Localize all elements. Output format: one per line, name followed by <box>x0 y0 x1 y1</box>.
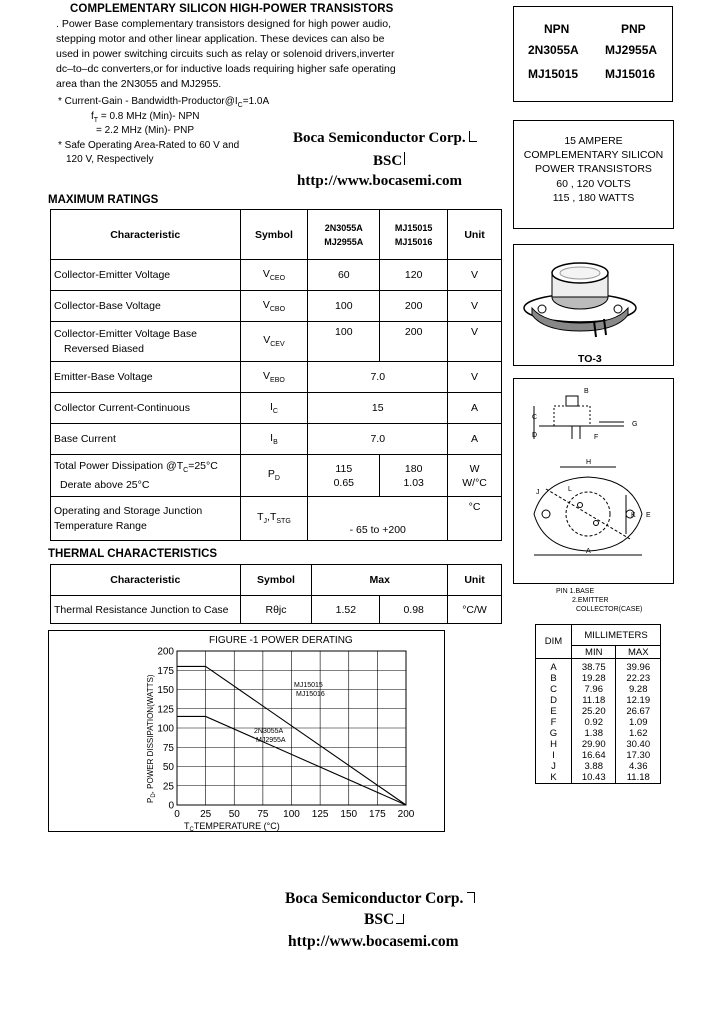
company-url-bottom[interactable]: http://www.bocasemi.com <box>288 933 459 950</box>
chart-svg <box>49 631 446 833</box>
intro-line: dc–to–dc converters,or for inductive loads requiring higher safe operating <box>56 63 396 75</box>
x-tick-label: 200 <box>397 809 415 820</box>
table-row <box>51 291 502 322</box>
to3-package-image <box>514 245 672 364</box>
row-characteristic <box>51 322 241 362</box>
symbol-main: V <box>262 267 270 280</box>
company-url[interactable]: http://www.bocasemi.com <box>297 173 462 189</box>
dim-max-cell: 4.36 <box>628 761 648 772</box>
intro-line: . Power Base complementary transistors designed for high power audio, <box>56 18 392 30</box>
desc-line: POWER TRANSISTORS <box>535 163 652 175</box>
row-characteristic: Collector-Emitter Voltage <box>51 260 241 291</box>
row-unit: V <box>448 291 502 322</box>
company-name-text: Boca Semiconductor Corp. <box>293 130 466 146</box>
x-tick-label: 25 <box>200 809 212 820</box>
row-symbol <box>240 291 308 322</box>
row-symbol <box>240 497 308 541</box>
symbol-sub: CEO <box>269 275 286 283</box>
symbol-main: P <box>267 468 275 481</box>
row-symbol <box>240 322 308 362</box>
y-axis-label <box>146 674 157 803</box>
row-symbol <box>240 455 308 497</box>
part-number-box <box>513 6 673 102</box>
cursor-glyph <box>404 152 405 165</box>
row-value-1: 100 <box>308 322 380 362</box>
pin-3: COLLECTOR(CASE) <box>576 606 643 613</box>
row-unit: V <box>448 260 502 291</box>
series-label: 2N3055A <box>254 728 284 735</box>
dim-max-cell: 26.67 <box>626 706 651 717</box>
bullet-soa-line2: 120 V, Respectively <box>66 154 154 165</box>
dim-max-cell: 12.19 <box>626 695 651 706</box>
dim-dim-cell: B <box>550 673 557 684</box>
dim-header: DIM <box>536 625 572 659</box>
value-b: 1.03 <box>403 476 424 489</box>
row-unit: A <box>448 424 502 455</box>
char-text: Total Power Dissipation @T <box>54 459 184 472</box>
dim-dim-cell: A <box>550 662 557 673</box>
label-H: H <box>586 459 592 466</box>
row-symbol <box>240 424 308 455</box>
pin-1: PIN 1.BASE <box>556 588 595 595</box>
label-L: L <box>568 486 572 493</box>
row-characteristic: Emitter-Base Voltage <box>51 362 241 393</box>
header-symbol: Symbol <box>240 210 308 260</box>
row-characteristic: Collector Current-Continuous <box>51 393 241 424</box>
dim-min-cell: 7.96 <box>584 684 603 695</box>
symbol-main: V <box>263 369 271 382</box>
ft-sub: T <box>93 117 99 124</box>
table-row <box>51 497 502 541</box>
x-label-pre: T <box>184 821 190 831</box>
symbol-sub: D <box>274 475 280 483</box>
x-tick-label: 175 <box>369 809 386 820</box>
char-line-1 <box>54 459 240 478</box>
header-characteristic: Characteristic <box>51 210 241 260</box>
bullet-gain-bandwidth <box>58 96 269 109</box>
bullet-text: * Current-Gain - Bandwidth-Productor@I <box>58 96 238 107</box>
row-characteristic: Base Current <box>51 424 241 455</box>
x-label-text: TEMPERATURE (°C) <box>193 821 280 831</box>
row-value-2: 200 <box>380 322 448 362</box>
y-tick-label: 150 <box>157 685 174 696</box>
symbol-main: V <box>263 334 271 347</box>
intro-line: stepping motor and other linear application. These devices can also be <box>56 33 385 45</box>
company-name-text: Boca Semiconductor Corp. <box>285 890 464 907</box>
series-label: MJ15015 <box>294 682 323 689</box>
row-symbol: Rθjc <box>240 596 312 624</box>
thermal-heading: THERMAL CHARACTERISTICS <box>48 548 218 560</box>
row-characteristic: Collector-Base Voltage <box>51 291 241 322</box>
row-value-1: 60 <box>308 260 380 291</box>
pin-2: 2.EMITTER <box>572 597 609 604</box>
symbol-mid: ,T <box>267 511 277 524</box>
dim-dim-cell: F <box>550 717 557 728</box>
char-line-2: Reversed Biased <box>64 342 144 355</box>
npn-part-2: MJ15015 <box>528 67 579 81</box>
dim-min-cell: 25.20 <box>581 706 606 717</box>
row-value-1: 1.52 <box>312 596 380 624</box>
label-D: D <box>532 432 538 439</box>
value-b: 0.65 <box>333 476 355 489</box>
row-value-1 <box>308 455 380 497</box>
x-axis-label <box>184 821 280 833</box>
dim-max-cell: 9.28 <box>628 684 648 695</box>
symbol-sub-2: STG <box>276 518 291 526</box>
y-label-text: , POWER DISSIPATION(WATTS) <box>146 674 155 794</box>
value-a: 115 <box>335 462 353 475</box>
intro-title: COMPLEMENTARY SILICON HIGH-POWER TRANSISTORS <box>70 3 394 15</box>
symbol-sub: CEV <box>270 341 285 349</box>
symbol-sub: C <box>272 408 278 416</box>
table-row <box>51 424 502 455</box>
thermal-header-symbol: Symbol <box>240 565 312 596</box>
dim-dim-cell: H <box>550 739 557 750</box>
box-glyph <box>467 892 475 903</box>
outline-drawing <box>514 379 672 582</box>
package-label: TO-3 <box>578 353 602 365</box>
symbol-main: T <box>257 511 264 524</box>
dim-mins <box>572 659 616 784</box>
col2-part-a: MJ15015 <box>394 222 433 233</box>
pnp-part-2: MJ15016 <box>605 67 656 81</box>
y-tick-label: 75 <box>162 742 174 754</box>
row-unit: °C <box>448 497 502 541</box>
company-short-text: BSC <box>364 911 395 928</box>
symbol-sub: B <box>273 439 278 447</box>
power-derating-chart <box>48 630 445 832</box>
label-B: B <box>584 388 589 395</box>
x-tick-label: 150 <box>340 809 358 820</box>
npn-label: NPN <box>544 22 570 36</box>
char-sub: C <box>183 467 189 475</box>
dim-min-cell: 11.18 <box>582 695 606 706</box>
company-name-bottom <box>285 890 475 908</box>
max-header: MAX <box>616 646 661 659</box>
row-unit: A <box>448 393 502 424</box>
y-tick-label: 50 <box>162 762 174 773</box>
dim-min-cell: 38.75 <box>581 662 606 673</box>
ft-symbol: f <box>91 111 94 122</box>
char-line-1: Collector-Emitter Voltage Base <box>54 327 197 340</box>
dim-max-cell: 30.40 <box>626 739 651 750</box>
row-value: - 65 to +200 <box>308 497 448 541</box>
row-symbol <box>240 362 308 393</box>
header-col1 <box>308 210 380 260</box>
series-label: MJ2955A <box>256 737 286 744</box>
row-value: 7.0 <box>308 424 448 455</box>
col1-part-a: 2N3055A <box>324 222 363 233</box>
dim-min-cell: 1.38 <box>584 728 603 739</box>
desc-line: 115 , 180 WATTS <box>552 192 635 204</box>
row-value: 15 <box>308 393 448 424</box>
pnp-part-1: MJ2955A <box>605 43 658 57</box>
desc-line: 15 AMPERE <box>564 135 623 147</box>
value-a: 180 <box>404 462 423 475</box>
intro-line: area than the 2N3055 and MJ2955. <box>56 78 222 90</box>
row-unit: V <box>448 322 502 362</box>
y-tick-label: 100 <box>157 723 174 735</box>
thermal-header-characteristic: Characteristic <box>51 565 241 596</box>
header-col2 <box>380 210 448 260</box>
symbol-main: I <box>269 400 273 413</box>
ft-npn-value: = 0.8 MHz (Min)- NPN <box>98 111 200 122</box>
dim-letters <box>536 659 572 784</box>
dimension-drawing-box <box>513 378 674 584</box>
header-unit: Unit <box>448 210 502 260</box>
dim-dim-cell: J <box>551 761 556 772</box>
x-tick-label: 75 <box>257 809 269 820</box>
label-J: J <box>536 489 540 496</box>
thermal-table <box>50 564 502 624</box>
symbol-sub: J <box>263 518 268 526</box>
mm-header: MILLIMETERS <box>572 625 661 646</box>
box-glyph <box>396 914 404 924</box>
description-box <box>513 120 674 229</box>
label-C: C <box>532 414 538 421</box>
label-E: E <box>646 512 651 519</box>
col1-part-b: MJ2955A <box>324 236 364 247</box>
dim-max-cell: 17.30 <box>626 750 651 761</box>
unit-a: W <box>469 462 480 475</box>
npn-part-1: 2N3055A <box>528 43 579 57</box>
dim-dim-cell: I <box>552 750 555 761</box>
char-line-2: Derate above 25°C <box>60 479 150 492</box>
package-box <box>513 244 674 366</box>
dim-min-cell: 3.88 <box>584 761 603 772</box>
y-label-sub: D <box>151 793 157 798</box>
bullet-text-end: =1.0A <box>242 96 270 107</box>
row-characteristic <box>51 455 241 497</box>
ft-pnp: = 2.2 MHz (Min)- PNP <box>96 125 195 136</box>
table-row <box>51 596 502 624</box>
company-short <box>373 152 405 170</box>
row-value-1: 100 <box>308 291 380 322</box>
bullet-soa: * Safe Operating Area-Rated to 60 V and <box>58 140 240 151</box>
x-tick-label: 125 <box>311 809 329 820</box>
dim-max-cell: 1.09 <box>628 717 648 728</box>
dim-max-cell: 22.23 <box>626 673 651 684</box>
ft-npn <box>91 111 199 124</box>
dim-max-cell: 39.96 <box>626 662 651 673</box>
row-value-2 <box>380 455 448 497</box>
row-value: 7.0 <box>308 362 448 393</box>
x-label-sub: C <box>189 827 194 833</box>
y-label-pre: P <box>146 797 155 803</box>
row-characteristic: Thermal Resistance Junction to Case <box>51 596 241 624</box>
company-name <box>293 130 477 147</box>
dim-dim-cell: G <box>549 728 558 739</box>
label-K: K <box>631 512 636 519</box>
pnp-label: PNP <box>621 22 646 36</box>
max-ratings-heading: MAXIMUM RATINGS <box>48 194 159 206</box>
dimension-table <box>535 624 661 784</box>
dim-min-cell: 29.90 <box>581 739 606 750</box>
company-short-text: BSC <box>373 153 403 169</box>
symbol-sub: CBO <box>269 306 286 314</box>
pin-info <box>556 587 642 614</box>
table-row <box>51 455 502 497</box>
row-value-2: 0.98 <box>380 596 448 624</box>
char-end: =25°C <box>188 459 218 472</box>
row-symbol <box>240 393 308 424</box>
label-A: A <box>586 548 591 555</box>
company-short-bottom <box>364 911 404 929</box>
dim-min-cell: 0.92 <box>584 717 603 728</box>
dim-dim-cell: C <box>550 684 557 695</box>
dim-min-cell: 10.43 <box>581 772 606 783</box>
intro-line: used in power switching circuits such as relay or solenoid drivers,inverter <box>56 48 395 60</box>
table-row <box>51 260 502 291</box>
symbol-main: I <box>270 431 274 444</box>
max-ratings-table <box>50 209 502 541</box>
thermal-header-max: Max <box>312 565 448 596</box>
table-row <box>51 393 502 424</box>
symbol-sub: EBO <box>270 377 285 385</box>
thermal-header-unit: Unit <box>448 565 502 596</box>
unit-b: W/°C <box>462 476 487 489</box>
row-unit: V <box>448 362 502 393</box>
label-G: G <box>632 421 638 428</box>
dim-min-cell: 19.28 <box>581 673 606 684</box>
x-tick-label: 50 <box>228 809 240 820</box>
y-tick-label: 0 <box>168 800 174 812</box>
row-unit: °C/W <box>448 596 502 624</box>
dim-dim-cell: E <box>550 706 557 717</box>
char-line-2: Temperature Range <box>54 519 147 532</box>
char-line-1: Operating and Storage Junction <box>54 504 203 517</box>
x-tick-label: 0 <box>174 809 180 820</box>
table-row <box>51 362 502 393</box>
desc-line: 60 , 120 VOLTS <box>556 178 631 190</box>
y-tick-label: 200 <box>157 646 174 658</box>
chart-title: FIGURE -1 POWER DERATING <box>209 635 353 646</box>
y-tick-label: 25 <box>162 781 174 793</box>
row-symbol <box>240 260 308 291</box>
row-characteristic <box>51 497 241 541</box>
desc-line: COMPLEMENTARY SILICON <box>523 149 664 161</box>
col2-part-b: MJ15016 <box>394 236 433 247</box>
y-tick-label: 125 <box>157 704 174 716</box>
dim-dim-cell: D <box>550 695 557 706</box>
row-value-2: 200 <box>380 291 448 322</box>
symbol-main: V <box>262 298 270 311</box>
x-tick-label: 100 <box>283 809 300 820</box>
dim-max-cell: 1.62 <box>628 728 648 739</box>
table-row <box>51 322 502 362</box>
series-label: MJ15016 <box>296 691 325 698</box>
box-glyph <box>469 131 477 142</box>
label-F: F <box>594 434 599 441</box>
dim-dim-cell: K <box>550 772 557 783</box>
dim-max-cell: 11.18 <box>626 772 650 783</box>
y-tick-label: 175 <box>157 665 174 677</box>
min-header: MIN <box>572 646 616 659</box>
bullet-sub: C <box>237 102 243 109</box>
dim-maxs <box>616 659 661 784</box>
row-unit <box>448 455 502 497</box>
row-value-2: 120 <box>380 260 448 291</box>
dim-min-cell: 16.64 <box>581 750 606 761</box>
